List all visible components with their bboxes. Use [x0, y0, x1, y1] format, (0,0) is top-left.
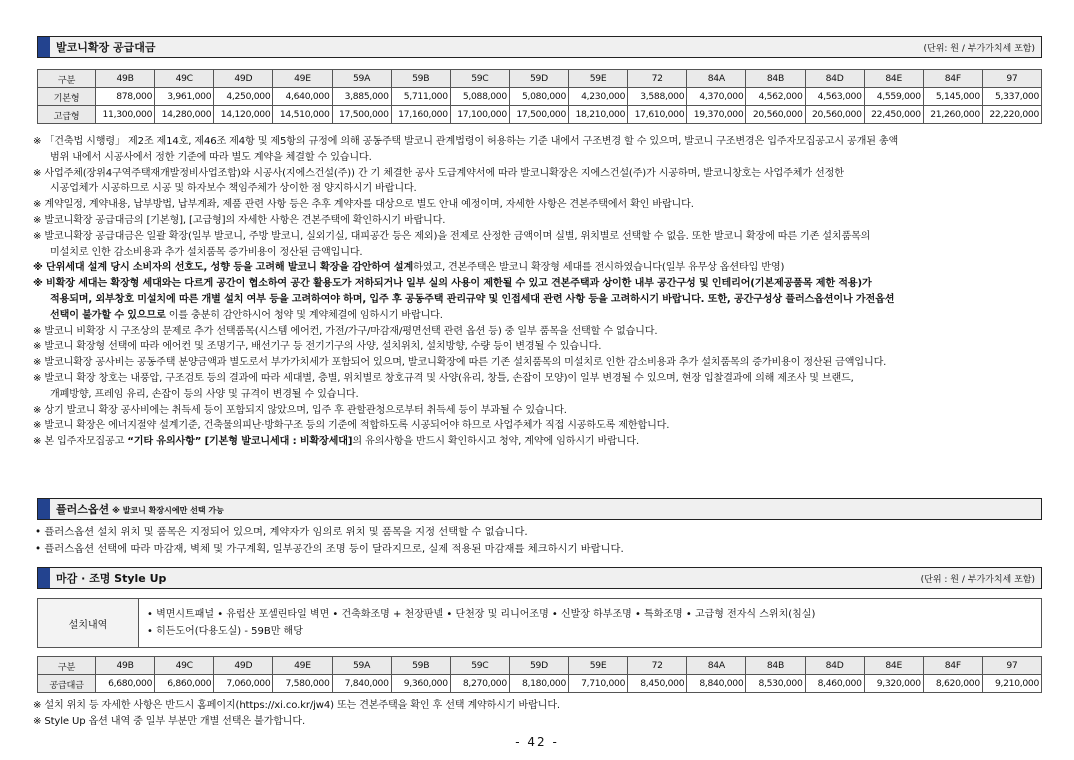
price-cell: 3,961,000	[155, 88, 214, 106]
styleup-notes	[33, 698, 1043, 730]
section-accent-bar	[38, 37, 50, 57]
note-line	[33, 229, 1043, 245]
price-cell: 3,885,000	[332, 88, 391, 106]
table-row	[38, 88, 1042, 106]
price-cell: 4,250,000	[214, 88, 273, 106]
type-header: 84D	[805, 70, 864, 88]
price-cell: 21,260,000	[923, 106, 982, 124]
table-row	[38, 106, 1042, 124]
install-line: • 벽면시트패널 • 유럽산 포셀린타일 벽면 • 건축화조명 + 천장판넬 • 단천장 및 리니어조명 • 신발장 하부조명 • 특화조명 • 고급형 전자식 스위치(침실)	[147, 609, 816, 620]
price-cell: 5,337,000	[982, 88, 1041, 106]
install-items	[139, 599, 823, 647]
note-text: 시공업체가 시공하므로 시공 및 하자보수 책임주체가 상이한 점 양지하시기 바랍니다.	[50, 183, 417, 195]
price-cell: 9,360,000	[391, 675, 450, 693]
note-line	[33, 213, 1043, 229]
note-line: ※ Style Up 옵션 내역 중 일부 부분만 개별 선택은 불가합니다.	[33, 715, 306, 727]
plus-option-title-note: ※ 발코니 확장시에만 선택 가능	[112, 506, 224, 515]
install-line: • 히든도어(다용도실) - 59B만 해당	[147, 626, 303, 637]
price-cell: 7,580,000	[273, 675, 332, 693]
note-text: ※ 본 입주자모집공고	[33, 436, 128, 448]
price-cell: 878,000	[96, 88, 155, 106]
price-cell: 20,560,000	[746, 106, 805, 124]
type-header: 84F	[923, 657, 982, 675]
type-header: 84F	[923, 70, 982, 88]
type-header: 49B	[96, 70, 155, 88]
type-header: 49D	[214, 657, 273, 675]
type-header: 49C	[155, 70, 214, 88]
note-text: ※ 발코니 확장형 선택에 따라 에어컨 및 조명기구, 배선기구 등 전기기구의 사양, 설치위치, 설치방향, 수량 등이 변경될 수 있습니다.	[33, 341, 602, 353]
note-text: ※ 계약일정, 계약내용, 납부방법, 납부계좌, 제품 관련 사항 등은 추후 계약자를 대상으로 별도 안내 예정이며, 자세한 사항은 견본주택에서 확인 바랍니다.	[33, 199, 694, 211]
header-label: 구분	[38, 657, 96, 675]
plus-option-bullets	[35, 524, 624, 558]
balcony-notes	[33, 134, 1043, 450]
note-text: ※ 발코니확장 공급대금은 일괄 확장(일부 발코니, 주방 발코니, 실외기실, 대피공간 등은 제외)을 전제로 산정한 금액이며 실별, 위치별로 선택할 수 없음. 또한 발코니 확장에 따른 기존 설치품목의	[33, 230, 871, 242]
type-header: 72	[628, 657, 687, 675]
type-header: 72	[628, 70, 687, 88]
type-header: 59A	[332, 657, 391, 675]
price-cell: 6,860,000	[155, 675, 214, 693]
row-label: 공급대금	[38, 675, 96, 693]
note-line	[33, 418, 1043, 434]
price-cell: 7,840,000	[332, 675, 391, 693]
note-line	[33, 434, 1043, 450]
price-cell: 7,710,000	[569, 675, 628, 693]
price-cell: 9,210,000	[982, 675, 1041, 693]
type-header: 84D	[805, 657, 864, 675]
note-line	[33, 387, 1043, 403]
note-text: ※ 발코니 확장은 에너지절약 설계기준, 건축물의피난·방화구조 등의 기준에 적합하도록 시공되어야 하므로 사업주체가 직접 시공하도록 제한합니다.	[33, 420, 670, 432]
type-header: 97	[982, 70, 1041, 88]
price-cell: 4,563,000	[805, 88, 864, 106]
balcony-price-table	[37, 69, 1042, 124]
price-cell: 20,560,000	[805, 106, 864, 124]
balcony-section-header	[37, 36, 1042, 58]
price-cell: 14,280,000	[155, 106, 214, 124]
note-text: 범위 내에서 시공사에서 정한 기준에 따라 별도 계약을 체결할 수 있습니다.	[50, 151, 372, 163]
note-line	[33, 181, 1043, 197]
row-label: 고급형	[38, 106, 96, 124]
note-emphasis: ※ 단위세대 설계 당시 소비자의 선호도, 성향 등을 고려해 발코니 확장을 감안하여 설계	[33, 262, 414, 274]
price-cell: 17,100,000	[450, 106, 509, 124]
price-cell: 5,145,000	[923, 88, 982, 106]
note-line	[33, 260, 1043, 276]
price-cell: 4,640,000	[273, 88, 332, 106]
note-line	[33, 324, 1043, 340]
type-header: 59E	[569, 657, 628, 675]
type-header: 84B	[746, 70, 805, 88]
type-header: 59E	[569, 70, 628, 88]
section-accent-bar	[38, 568, 50, 588]
note-text: ※ 발코니 비확장 시 구조상의 문제로 추가 선택품목(시스템 에어컨, 가전/가구/마감재/평면선택 관련 옵션 등) 중 일부 품목을 선택할 수 없습니다.	[33, 325, 658, 337]
price-cell: 17,500,000	[509, 106, 568, 124]
price-cell: 19,370,000	[687, 106, 746, 124]
type-header: 84A	[687, 70, 746, 88]
price-cell: 8,450,000	[628, 675, 687, 693]
price-cell: 5,711,000	[391, 88, 450, 106]
price-cell: 11,300,000	[96, 106, 155, 124]
note-line	[33, 276, 1043, 292]
note-text: ※ 「건축법 시행령」 제2조 제14호, 제46조 제4항 및 제5항의 규정에 의해 공동주택 발코니 관계법령이 허용하는 기준 내에서 구조변경 할 수 있으며, 발코니 구조변경은 입주자모집공고시 공개된 총액	[33, 136, 899, 147]
styleup-price-table	[37, 656, 1042, 693]
price-cell: 17,500,000	[332, 106, 391, 124]
note-line	[33, 403, 1043, 419]
note-emphasis: 선택이 불가할 수 있으므로	[50, 309, 166, 321]
price-cell: 3,588,000	[628, 88, 687, 106]
type-header: 84E	[864, 70, 923, 88]
list-item: • 플러스옵션 설치 위치 및 품목은 지정되어 있으며, 계약자가 임의로 위치 및 품목을 지정 선택할 수 없습니다.	[35, 526, 528, 538]
note-text: 개폐방향, 프레임 유리, 손잡이 등의 사양 및 규격이 변경될 수 있습니다.	[50, 388, 359, 400]
type-header: 49D	[214, 70, 273, 88]
balcony-unit: (단위: 원 / 부가가치세 포함)	[923, 43, 1035, 54]
section-accent-bar	[38, 499, 50, 519]
note-emphasis: ※ 비확장 세대는 확장형 세대와는 다르게 공간이 협소하여 공간 활용도가 저하되거나 일부 실의 사용이 제한될 수 있고 견본주택과 상이한 내부 공간구성 및 인테리어(기본제공품목 제한 적용)가	[33, 278, 872, 290]
note-line	[33, 150, 1043, 166]
header-label: 구분	[38, 70, 96, 88]
note-emphasis: “기타 유의사항” [기본형 발코니세대 : 비확장세대]	[127, 436, 353, 448]
styleup-unit: (단위 : 원 / 부가가치세 포함)	[920, 574, 1035, 585]
install-label: 설치내역	[38, 599, 139, 647]
styleup-install-box	[37, 598, 1042, 648]
note-text: ※ 발코니 확장 창호는 내풍압, 구조검토 등의 결과에 따라 세대별, 층별, 위치별로 창호규격 및 사양(유리, 창틀, 손잡이 모양)이 일부 변경될 수 있으며, 현장 입찰결과에 의해 제조사 및 브랜드,	[33, 372, 854, 384]
type-header: 59D	[509, 657, 568, 675]
type-header: 84E	[864, 657, 923, 675]
price-cell: 14,120,000	[214, 106, 273, 124]
price-cell: 18,210,000	[569, 106, 628, 124]
type-header: 59B	[391, 70, 450, 88]
note-text: 하였고, 견본주택은 발코니 확장형 세대를 전시하였습니다(일부 유무상 옵션타입 반영)	[413, 262, 785, 274]
note-line	[33, 308, 1043, 324]
price-cell: 8,180,000	[509, 675, 568, 693]
note-line: ※ 설치 위치 등 자세한 사항은 반드시 홈페이지(https://xi.co.kr/jw4) 또는 견본주택을 확인 후 선택 계약하시기 바랍니다.	[33, 700, 560, 711]
balcony-title: 발코니확장 공급대금	[56, 41, 156, 54]
price-cell: 7,060,000	[214, 675, 273, 693]
table-row	[38, 675, 1042, 693]
price-cell: 5,080,000	[509, 88, 568, 106]
price-cell: 9,320,000	[864, 675, 923, 693]
note-line	[33, 197, 1043, 213]
price-cell: 8,840,000	[687, 675, 746, 693]
type-header: 49E	[273, 70, 332, 88]
note-text: ※ 발코니확장 공사비는 공동주택 분양금액과 별도로서 부가가치세가 포함되어 있으며, 발코니확장에 따른 기존 설치품목의 미설치로 인한 감소비용과 추가 설치품목의 증가비용이 정산된 금액입니다.	[33, 357, 887, 369]
note-text: 의 유의사항을 반드시 확인하시고 청약, 계약에 임하시기 바랍니다.	[352, 436, 640, 448]
table-header-row	[38, 657, 1042, 675]
note-text: 미설치로 인한 감소비용과 추가 설치품목 증가비용이 정산된 금액입니다.	[50, 246, 363, 258]
styleup-title: 마감 · 조명 Style Up	[56, 572, 167, 585]
note-text: ※ 사업주체(장위4구역주택재개발정비사업조합)와 시공사(지에스건설(주)) 간 기 체결한 공사 도급계약서에 따라 발코니확장은 지에스건설(주)가 시공하며, 발코니창호는 사업주체가 선정한	[33, 167, 844, 179]
price-cell: 6,680,000	[96, 675, 155, 693]
price-cell: 4,230,000	[569, 88, 628, 106]
note-line	[33, 166, 1043, 182]
type-header: 84A	[687, 657, 746, 675]
note-line	[33, 134, 1043, 150]
note-line	[33, 292, 1043, 308]
type-header: 97	[982, 657, 1041, 675]
styleup-section-header	[37, 567, 1042, 589]
list-item: • 플러스옵션 선택에 따라 마감재, 벽체 및 가구계획, 일부공간의 조명 등이 달라지므로, 실제 적용된 마감재를 체크하시기 바랍니다.	[35, 543, 624, 555]
type-header: 49E	[273, 657, 332, 675]
price-cell: 17,610,000	[628, 106, 687, 124]
price-cell: 4,370,000	[687, 88, 746, 106]
note-text: ※ 발코니확장 공급대금의 [기본형], [고급형]의 자세한 사항은 견본주택에 확인하시기 바랍니다.	[33, 214, 446, 226]
price-cell: 8,530,000	[746, 675, 805, 693]
note-emphasis: 적용되며, 외부창호 미설치에 따른 개별 설치 여부 등을 고려하여야 하며, 입주 후 공동주택 관리규약 및 인접세대 관련 사항 등을 고려하시기 바랍니다. 또한, 공간구성상 플러스옵션이나 가전옵션	[50, 293, 895, 305]
note-line	[33, 371, 1043, 387]
note-text: ※ 상기 발코니 확장 공사비에는 취득세 등이 포함되지 않았으며, 입주 후 관할관청으로부터 취득세 등이 부과될 수 있습니다.	[33, 404, 567, 416]
price-cell: 8,270,000	[450, 675, 509, 693]
type-header: 59B	[391, 657, 450, 675]
note-line	[33, 339, 1043, 355]
price-cell: 8,460,000	[805, 675, 864, 693]
plus-option-title: 플러스옵션 ※ 발코니 확장시에만 선택 가능	[56, 503, 224, 516]
price-cell: 5,088,000	[450, 88, 509, 106]
type-header: 59C	[450, 70, 509, 88]
price-cell: 17,160,000	[391, 106, 450, 124]
note-line	[33, 355, 1043, 371]
price-cell: 22,450,000	[864, 106, 923, 124]
note-text: 이를 충분히 감안하시어 청약 및 계약체결에 임하시기 바랍니다.	[165, 309, 443, 321]
row-label: 기본형	[38, 88, 96, 106]
type-header: 59D	[509, 70, 568, 88]
type-header: 59C	[450, 657, 509, 675]
type-header: 49C	[155, 657, 214, 675]
page-number: - 42 -	[515, 735, 559, 749]
table-header-row	[38, 70, 1042, 88]
type-header: 59A	[332, 70, 391, 88]
price-cell: 4,562,000	[746, 88, 805, 106]
type-header: 84B	[746, 657, 805, 675]
price-cell: 14,510,000	[273, 106, 332, 124]
price-cell: 8,620,000	[923, 675, 982, 693]
price-cell: 22,220,000	[982, 106, 1041, 124]
note-line	[33, 245, 1043, 261]
plus-option-section-header	[37, 498, 1042, 520]
price-cell: 4,559,000	[864, 88, 923, 106]
type-header: 49B	[96, 657, 155, 675]
